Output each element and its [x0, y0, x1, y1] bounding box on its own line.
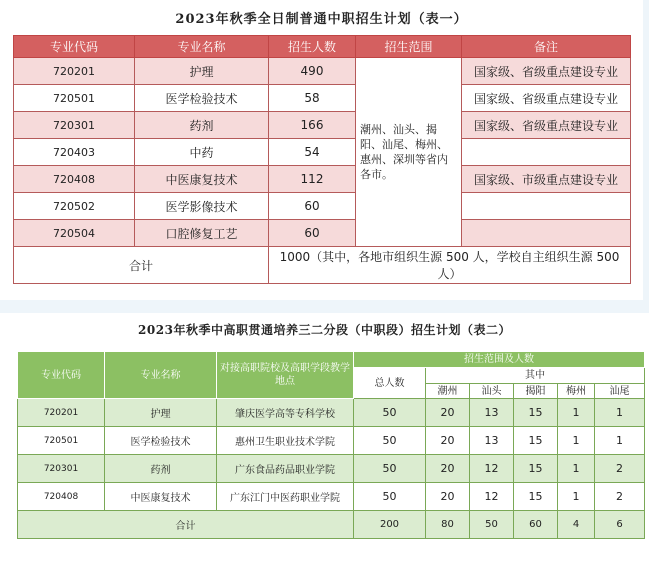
- total-label: 合计: [18, 511, 354, 539]
- row-name: 药剂: [135, 112, 269, 139]
- table2: [17, 351, 645, 539]
- row-school: 肇庆医学高等专科学校: [217, 399, 354, 427]
- row-total: 50: [354, 427, 426, 455]
- header-total: 总人数: [354, 368, 426, 399]
- row-remark: 国家级、省级重点建设专业: [462, 112, 631, 139]
- row-code: 720301: [18, 455, 105, 483]
- row-city: 15: [514, 427, 558, 455]
- row-code: 720408: [18, 483, 105, 511]
- row-school: 惠州卫生职业技术学院: [217, 427, 354, 455]
- row-total: 50: [354, 399, 426, 427]
- table-row: [14, 85, 631, 112]
- table-row: [14, 58, 631, 85]
- row-city: 1: [558, 483, 595, 511]
- total-value: 1000（其中，各地市组织生源 500 人，学校自主组织生源 500 人）: [269, 247, 631, 284]
- row-city: 12: [470, 455, 514, 483]
- row-code: 720501: [18, 427, 105, 455]
- row-city: 1: [558, 427, 595, 455]
- row-count: 58: [269, 85, 356, 112]
- row-code: 720201: [18, 399, 105, 427]
- row-school: 广东江门中医药职业学院: [217, 483, 354, 511]
- row-name: 医学检验技术: [135, 85, 269, 112]
- total-label: 合计: [14, 247, 269, 284]
- total-city: 80: [426, 511, 470, 539]
- row-city: 2: [595, 455, 645, 483]
- header-city: 汕头: [470, 384, 514, 399]
- row-count: 54: [269, 139, 356, 166]
- row-city: 12: [470, 483, 514, 511]
- header-code: 专业代码: [14, 36, 135, 58]
- row-city: 20: [426, 483, 470, 511]
- total-total: 200: [354, 511, 426, 539]
- row-city: 20: [426, 455, 470, 483]
- row-remark: 国家级、市级重点建设专业: [462, 166, 631, 193]
- row-city: 13: [470, 427, 514, 455]
- row-city: 20: [426, 399, 470, 427]
- row-remark: [462, 193, 631, 220]
- table2-panel: [0, 313, 649, 574]
- row-name: 口腔修复工艺: [135, 220, 269, 247]
- total-city: 50: [470, 511, 514, 539]
- row-city: 1: [558, 399, 595, 427]
- row-name: 中药: [135, 139, 269, 166]
- row-school: 广东食品药品职业学院: [217, 455, 354, 483]
- header-range: 招生范围及人数: [354, 352, 645, 368]
- table-row: [18, 483, 645, 511]
- row-name: 医学影像技术: [135, 193, 269, 220]
- row-city: 1: [558, 455, 595, 483]
- range-cell: 潮州、汕头、揭阳、汕尾、梅州、惠州、深圳等省内各市。: [356, 58, 462, 247]
- table1-header-row: [14, 36, 631, 58]
- row-code: 720501: [14, 85, 135, 112]
- row-name: 药剂: [105, 455, 217, 483]
- row-city: 13: [470, 399, 514, 427]
- row-remark: [462, 139, 631, 166]
- header-city: 潮州: [426, 384, 470, 399]
- row-total: 50: [354, 455, 426, 483]
- header-city: 梅州: [558, 384, 595, 399]
- row-remark: 国家级、省级重点建设专业: [462, 85, 631, 112]
- row-name: 中医康复技术: [105, 483, 217, 511]
- table-row: [14, 193, 631, 220]
- table-row: [18, 455, 645, 483]
- row-total: 50: [354, 483, 426, 511]
- header-remark: 备注: [462, 36, 631, 58]
- row-count: 166: [269, 112, 356, 139]
- table1: [13, 35, 631, 284]
- header-name: 专业名称: [135, 36, 269, 58]
- row-city: 1: [595, 427, 645, 455]
- row-code: 720301: [14, 112, 135, 139]
- row-code: 720504: [14, 220, 135, 247]
- table2-title: 2023年秋季中高职贯通培养三二分段（中职段）招生计划（表二）: [138, 323, 511, 337]
- row-count: 490: [269, 58, 356, 85]
- row-name: 护理: [105, 399, 217, 427]
- row-city: 1: [595, 399, 645, 427]
- header-city: 汕尾: [595, 384, 645, 399]
- header-city: 揭阳: [514, 384, 558, 399]
- row-city: 20: [426, 427, 470, 455]
- row-remark: [462, 220, 631, 247]
- table-row: [14, 166, 631, 193]
- row-remark: 国家级、省级重点建设专业: [462, 58, 631, 85]
- header-school: 对接高职院校及高职学段教学地点: [217, 352, 354, 399]
- table-row: [14, 139, 631, 166]
- header-count: 招生人数: [269, 36, 356, 58]
- total-city: 6: [595, 511, 645, 539]
- row-count: 60: [269, 220, 356, 247]
- table1-total-row: [14, 247, 631, 284]
- row-count: 112: [269, 166, 356, 193]
- row-code: 720502: [14, 193, 135, 220]
- total-city: 4: [558, 511, 595, 539]
- row-code: 720408: [14, 166, 135, 193]
- row-count: 60: [269, 193, 356, 220]
- header-qizhong: 其中: [426, 368, 645, 384]
- table2-total-row: [18, 511, 645, 539]
- table-row: [18, 427, 645, 455]
- table1-title: 2023年秋季全日制普通中职招生计划（表一）: [175, 12, 468, 27]
- row-city: 15: [514, 455, 558, 483]
- row-code: 720403: [14, 139, 135, 166]
- table-row: [14, 220, 631, 247]
- row-name: 中医康复技术: [135, 166, 269, 193]
- header-range: 招生范围: [356, 36, 462, 58]
- row-city: 15: [514, 483, 558, 511]
- table-row: [18, 399, 645, 427]
- row-city: 2: [595, 483, 645, 511]
- header-name: 专业名称: [105, 352, 217, 399]
- row-city: 15: [514, 399, 558, 427]
- table-row: [14, 112, 631, 139]
- row-name: 护理: [135, 58, 269, 85]
- table2-header-row: [18, 352, 645, 368]
- row-code: 720201: [14, 58, 135, 85]
- row-name: 医学检验技术: [105, 427, 217, 455]
- total-city: 60: [514, 511, 558, 539]
- header-code: 专业代码: [18, 352, 105, 399]
